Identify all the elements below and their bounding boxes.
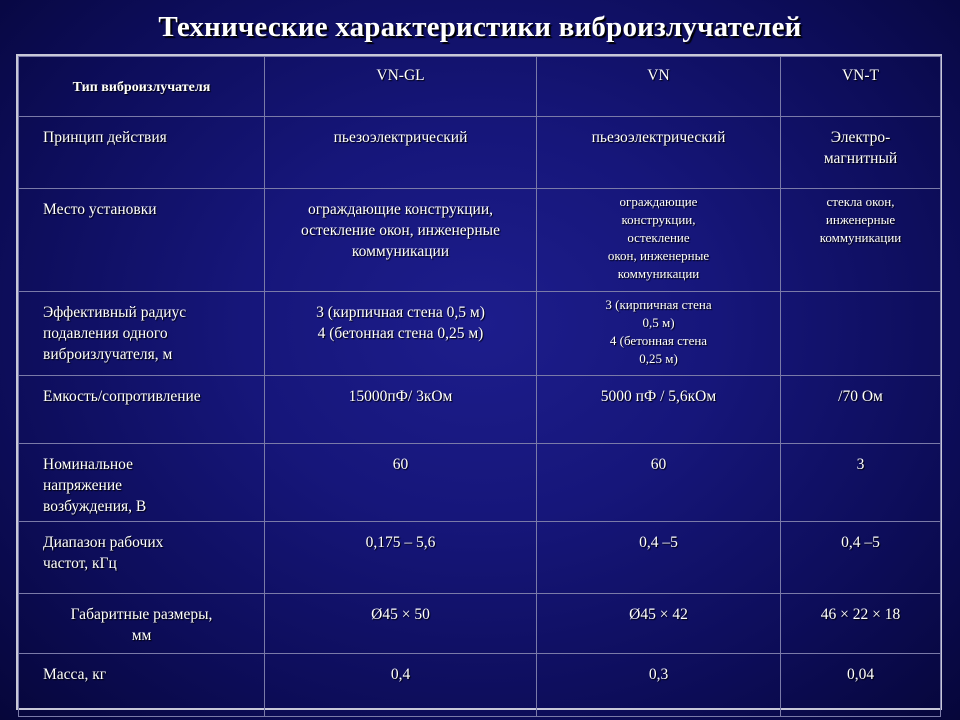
param-text: Эффективный радиус [43, 304, 187, 321]
table-row [19, 189, 941, 292]
value-cell [265, 654, 537, 717]
param-text: Диапазон рабочих [43, 534, 164, 551]
param-text: виброизлучателя, м [43, 346, 173, 363]
value-text: коммуникации [819, 230, 902, 245]
table-row [19, 376, 941, 444]
param-text: Принцип действия [43, 129, 167, 146]
table-row [19, 292, 941, 376]
param-text: подавления одного [43, 325, 168, 342]
value-text: коммуникации [351, 243, 450, 260]
value-text: 0,4 [390, 666, 411, 683]
value-text: пьезоэлектрический [591, 129, 726, 146]
header-model-vn: VN [537, 57, 781, 117]
value-cell [265, 444, 537, 522]
param-text: Габаритные размеры, [70, 606, 213, 623]
param-text: частот, кГц [43, 555, 117, 572]
value-cell-empty [781, 292, 941, 376]
value-text: остекление окон, инженерные [301, 222, 500, 239]
value-text: 0,4 –5 [639, 534, 678, 551]
param-text: возбуждения, В [43, 498, 147, 515]
value-text: 5000 пФ / 5,6кОм [600, 388, 717, 405]
value-cell [537, 189, 781, 292]
value-cell [265, 594, 537, 654]
table-header-row [19, 57, 941, 117]
header-model-vn-t: VN-T [781, 57, 941, 117]
value-text: Ø45 × 42 [629, 606, 688, 623]
value-text: Электро- [830, 129, 891, 146]
value-cell [781, 522, 941, 594]
value-text: 15000пФ/ 3кОм [348, 388, 453, 405]
param-nominal-voltage [19, 444, 265, 522]
value-text: 0,25 м) [639, 351, 678, 366]
value-text: коммуникации [617, 266, 700, 281]
value-cell [265, 292, 537, 376]
value-cell [537, 594, 781, 654]
value-text: остекление [627, 230, 690, 245]
value-cell [537, 654, 781, 717]
param-text: Место установки [43, 201, 157, 218]
header-type-label: Тип виброизлучателя [19, 57, 265, 117]
param-text: мм [131, 627, 152, 644]
value-cell [265, 189, 537, 292]
value-text: конструкции, [621, 212, 696, 227]
param-principle [19, 117, 265, 189]
value-cell [537, 117, 781, 189]
value-text: пьезоэлектрический [333, 129, 468, 146]
value-text: Ø45 × 50 [371, 606, 430, 623]
value-text: 3 (кирпичная стена [605, 297, 712, 312]
value-text: 0,175 – 5,6 [365, 534, 436, 551]
value-text: 0,4 –5 [841, 534, 880, 551]
value-text: магнитный [823, 150, 898, 167]
value-cell [537, 376, 781, 444]
value-cell [265, 522, 537, 594]
value-cell [781, 444, 941, 522]
value-cell [537, 444, 781, 522]
table-row [19, 444, 941, 522]
specs-table-container [16, 54, 942, 710]
value-cell [781, 376, 941, 444]
value-cell [265, 117, 537, 189]
value-text: 3 [856, 456, 865, 473]
header-model-vn-gl: VN-GL [265, 57, 537, 117]
param-dimensions [19, 594, 265, 654]
value-text: 0,3 [648, 666, 669, 683]
slide-title: Технические характеристики виброизлучателей [158, 11, 802, 43]
param-text: напряжение [43, 477, 122, 494]
param-effective-radius [19, 292, 265, 376]
param-capacitance-resistance [19, 376, 265, 444]
value-cell [537, 292, 781, 376]
value-cell [781, 189, 941, 292]
table-row [19, 117, 941, 189]
param-mass [19, 654, 265, 717]
value-text: окон, инженерные [607, 248, 710, 263]
specs-table [18, 56, 941, 717]
value-text: /70 Ом [838, 388, 883, 405]
value-cell [265, 376, 537, 444]
value-text: 4 (бетонная стена 0,25 м) [317, 325, 484, 342]
value-text: инженерные [825, 212, 896, 227]
value-cell [781, 594, 941, 654]
value-text: 0,5 м) [642, 315, 675, 330]
param-installation-place [19, 189, 265, 292]
table-row [19, 654, 941, 717]
value-cell [781, 654, 941, 717]
table-row [19, 594, 941, 654]
value-text: 0,04 [846, 666, 875, 683]
value-text: 4 (бетонная стена [609, 333, 708, 348]
param-text: Номинальное [43, 456, 133, 473]
value-text: 46 × 22 × 18 [820, 606, 901, 623]
value-text: 60 [392, 456, 409, 473]
value-cell [781, 117, 941, 189]
value-text: 3 (кирпичная стена 0,5 м) [316, 304, 485, 321]
value-text: 60 [650, 456, 667, 473]
param-text: Емкость/сопротивление [43, 388, 201, 405]
value-text: ограждающие конструкции, [308, 201, 493, 218]
param-text: Масса, кг [43, 666, 107, 683]
value-text: ограждающие [619, 194, 698, 209]
value-text: стекла окон, [826, 194, 895, 209]
table-row [19, 522, 941, 594]
value-cell [537, 522, 781, 594]
param-frequency-range [19, 522, 265, 594]
